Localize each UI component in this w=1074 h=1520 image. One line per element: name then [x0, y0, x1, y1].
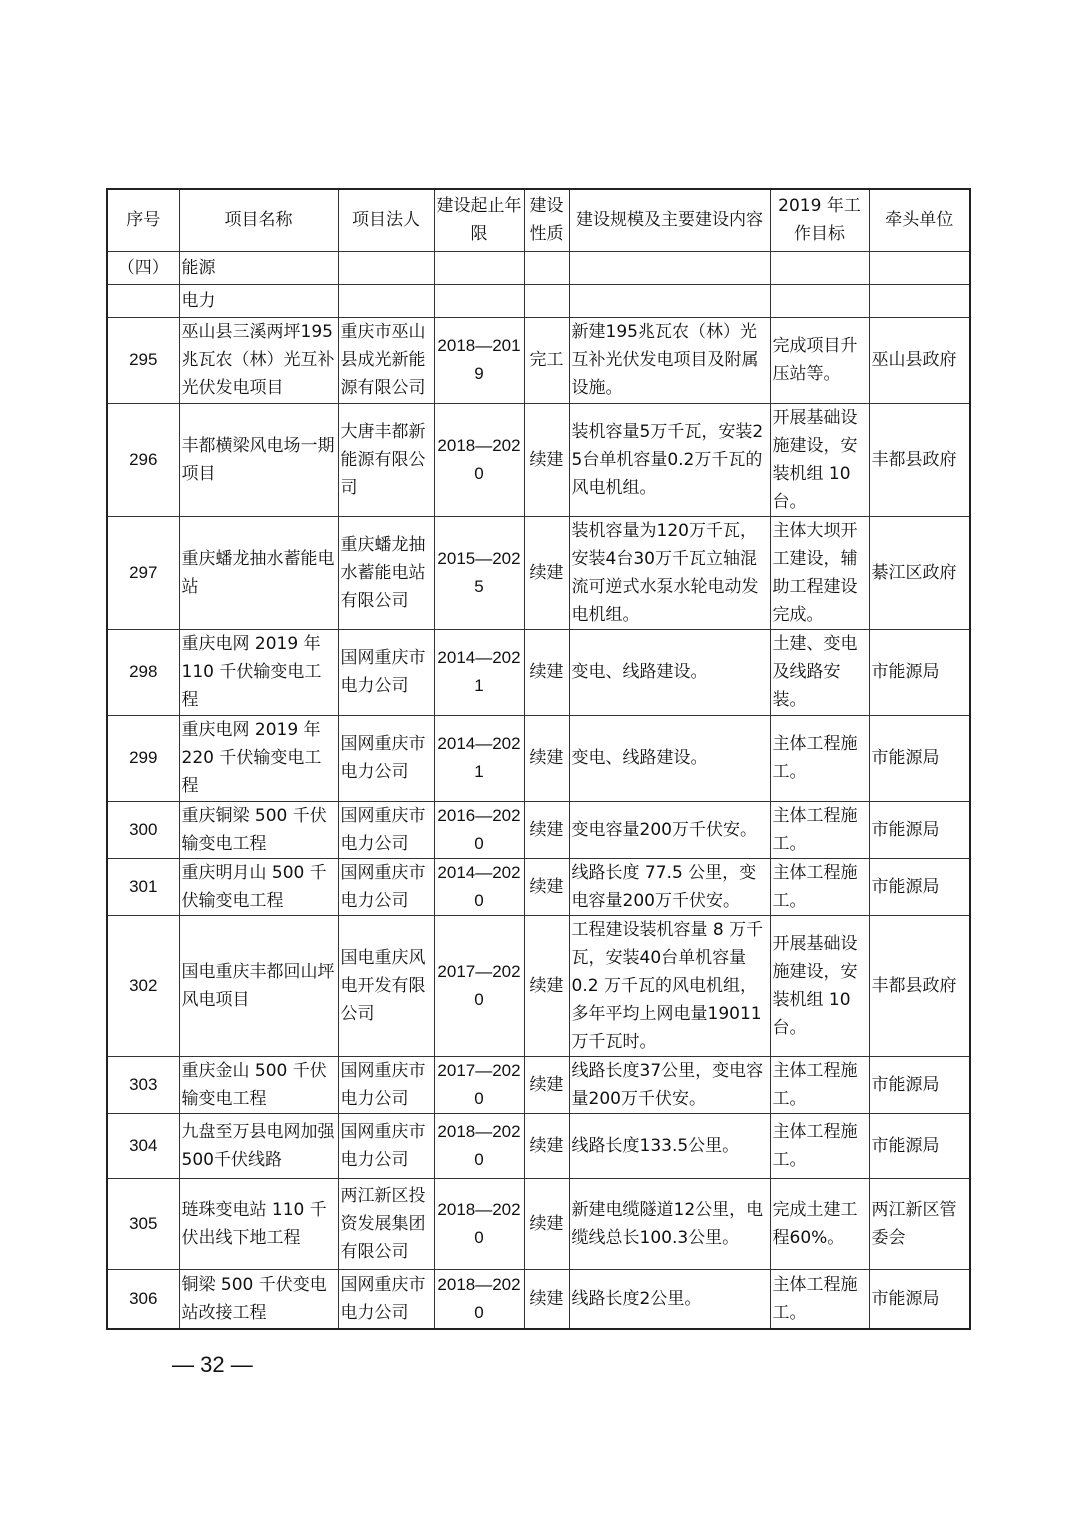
cell-period: 2018—2020: [434, 1113, 524, 1178]
cell-no: 301: [107, 858, 179, 915]
cell-name: 丰都横梁风电场一期项目: [179, 403, 338, 516]
cell-no: 297: [107, 516, 179, 629]
header-cell: 项目名称: [179, 189, 338, 251]
cell-name: 铜梁 500 千伏变电站改接工程: [179, 1269, 338, 1329]
table-row: [107, 915, 970, 1056]
cell-nature: 续建: [524, 1178, 569, 1269]
table-row: [107, 317, 970, 403]
subsection-name: 电力: [179, 284, 338, 317]
cell-owner: 国网重庆市电力公司: [338, 858, 434, 915]
cell-scale: 变电容量200万千伏安。: [569, 801, 770, 858]
cell-owner: 国网重庆市电力公司: [338, 715, 434, 801]
table-row: [107, 1056, 970, 1113]
cell-period: 2018—2019: [434, 317, 524, 403]
cell-scale: 装机容量5万千瓦，安装25台单机容量0.2万千瓦的风电机组。: [569, 403, 770, 516]
cell-scale: 装机容量为120万千瓦，安装4台30万千瓦立轴混流可逆式水泵水轮电动发电机组。: [569, 516, 770, 629]
cell-name: 重庆明月山 500 千伏输变电工程: [179, 858, 338, 915]
cell-period: 2017—2020: [434, 1056, 524, 1113]
cell-nature: 续建: [524, 1113, 569, 1178]
cell-goal: 开展基础设施建设，安装机组 10台。: [770, 915, 869, 1056]
cell-goal: 开展基础设施建设，安装机组 10台。: [770, 403, 869, 516]
cell-period: 2018—2020: [434, 1269, 524, 1329]
header-cell: 序号: [107, 189, 179, 251]
cell-name: 琏珠变电站 110 千伏出线下地工程: [179, 1178, 338, 1269]
cell-no: 306: [107, 1269, 179, 1329]
cell-goal: 主体工程施工。: [770, 1269, 869, 1329]
cell-no: 302: [107, 915, 179, 1056]
cell-owner: 重庆蟠龙抽水蓄能电站有限公司: [338, 516, 434, 629]
cell-lead: 巫山县政府: [869, 317, 970, 403]
cell-scale: 新建195兆瓦农（林）光互补光伏发电项目及附属设施。: [569, 317, 770, 403]
cell-owner: 国网重庆市电力公司: [338, 1269, 434, 1329]
cell-goal: 主体大坝开工建设，辅助工程建设完成。: [770, 516, 869, 629]
cell-owner: 国网重庆市电力公司: [338, 801, 434, 858]
cell-goal: 完成土建工程60%。: [770, 1178, 869, 1269]
cell-name: 巫山县三溪两坪195兆瓦农（林）光互补光伏发电项目: [179, 317, 338, 403]
cell-period: 2016—2020: [434, 801, 524, 858]
cell-period: 2017—2020: [434, 915, 524, 1056]
cell-owner: 大唐丰都新能源有限公司: [338, 403, 434, 516]
cell-no: 300: [107, 801, 179, 858]
cell-nature: 续建: [524, 715, 569, 801]
header-cell: 项目法人: [338, 189, 434, 251]
cell-name: 重庆金山 500 千伏输变电工程: [179, 1056, 338, 1113]
cell-name: 重庆铜梁 500 千伏输变电工程: [179, 801, 338, 858]
cell-goal: 主体工程施工。: [770, 1113, 869, 1178]
cell-lead: 市能源局: [869, 1113, 970, 1178]
cell-lead: 市能源局: [869, 801, 970, 858]
table-row: [107, 1269, 970, 1329]
table-row: [107, 1178, 970, 1269]
cell-name: 重庆蟠龙抽水蓄能电站: [179, 516, 338, 629]
section-number: （四）: [107, 251, 179, 284]
cell-nature: 续建: [524, 403, 569, 516]
cell-nature: 续建: [524, 1056, 569, 1113]
cell-scale: 工程建设装机容量 8 万千瓦，安装40台单机容量 0.2 万千瓦的风电机组，多年平均上网电量19011万千瓦时。: [569, 915, 770, 1056]
cell-no: 296: [107, 403, 179, 516]
cell-owner: 国网重庆市电力公司: [338, 1056, 434, 1113]
cell-goal: 主体工程施工。: [770, 1056, 869, 1113]
cell-goal: 土建、变电及线路安装。: [770, 629, 869, 715]
cell-period: 2014—2021: [434, 629, 524, 715]
header-cell: 建设性质: [524, 189, 569, 251]
table-row: [107, 801, 970, 858]
cell-owner: 国网重庆市电力公司: [338, 1113, 434, 1178]
cell-scale: 变电、线路建设。: [569, 629, 770, 715]
cell-scale: 新建电缆隧道12公里，电缆线总长100.3公里。: [569, 1178, 770, 1269]
cell-nature: 续建: [524, 915, 569, 1056]
cell-period: 2018—2020: [434, 403, 524, 516]
table-row: [107, 516, 970, 629]
subsection-row: [107, 284, 970, 317]
cell-nature: 续建: [524, 801, 569, 858]
section-name: 能源: [179, 251, 338, 284]
table-row: [107, 715, 970, 801]
cell-goal: 主体工程施工。: [770, 801, 869, 858]
cell-owner: 国网重庆市电力公司: [338, 629, 434, 715]
cell-nature: 续建: [524, 629, 569, 715]
cell-name: 九盘至万县电网加强500千伏线路: [179, 1113, 338, 1178]
header-cell: 牵头单位: [869, 189, 970, 251]
cell-no: 298: [107, 629, 179, 715]
table-row: [107, 858, 970, 915]
cell-goal: 主体工程施工。: [770, 858, 869, 915]
cell-lead: 市能源局: [869, 715, 970, 801]
cell-lead: 丰都县政府: [869, 403, 970, 516]
cell-nature: 完工: [524, 317, 569, 403]
cell-no: 299: [107, 715, 179, 801]
cell-lead: 綦江区政府: [869, 516, 970, 629]
cell-lead: 两江新区管委会: [869, 1178, 970, 1269]
cell-lead: 市能源局: [869, 1269, 970, 1329]
cell-period: 2014—2021: [434, 715, 524, 801]
cell-period: 2015—2025: [434, 516, 524, 629]
section-row: [107, 251, 970, 284]
cell-scale: 线路长度2公里。: [569, 1269, 770, 1329]
cell-owner: 国电重庆风电开发有限公司: [338, 915, 434, 1056]
cell-no: 303: [107, 1056, 179, 1113]
header-cell: 2019 年工作目标: [770, 189, 869, 251]
cell-name: 国电重庆丰都回山坪风电项目: [179, 915, 338, 1056]
cell-nature: 续建: [524, 516, 569, 629]
cell-scale: 变电、线路建设。: [569, 715, 770, 801]
cell-scale: 线路长度37公里，变电容量200万千伏安。: [569, 1056, 770, 1113]
page-number: — 32 —: [172, 1352, 253, 1377]
cell-owner: 重庆市巫山县成光新能源有限公司: [338, 317, 434, 403]
cell-goal: 完成项目升压站等。: [770, 317, 869, 403]
cell-period: 2014—2020: [434, 858, 524, 915]
cell-scale: 线路长度 77.5 公里，变电容量200万千伏安。: [569, 858, 770, 915]
cell-no: 295: [107, 317, 179, 403]
cell-nature: 续建: [524, 1269, 569, 1329]
cell-lead: 市能源局: [869, 629, 970, 715]
cell-no: 305: [107, 1178, 179, 1269]
cell-owner: 两江新区投资发展集团有限公司: [338, 1178, 434, 1269]
project-table: [106, 188, 971, 1330]
cell-lead: 丰都县政府: [869, 915, 970, 1056]
cell-no: 304: [107, 1113, 179, 1178]
header-row: [107, 189, 970, 251]
cell-scale: 线路长度133.5公里。: [569, 1113, 770, 1178]
cell-lead: 市能源局: [869, 858, 970, 915]
cell-name: 重庆电网 2019 年 110 千伏输变电工程: [179, 629, 338, 715]
cell-period: 2018—2020: [434, 1178, 524, 1269]
table-row: [107, 1113, 970, 1178]
table-row: [107, 403, 970, 516]
header-cell: 建设起止年限: [434, 189, 524, 251]
table-row: [107, 629, 970, 715]
cell-nature: 续建: [524, 858, 569, 915]
cell-lead: 市能源局: [869, 1056, 970, 1113]
cell-goal: 主体工程施工。: [770, 715, 869, 801]
header-cell: 建设规模及主要建设内容: [569, 189, 770, 251]
cell-name: 重庆电网 2019 年 220 千伏输变电工程: [179, 715, 338, 801]
